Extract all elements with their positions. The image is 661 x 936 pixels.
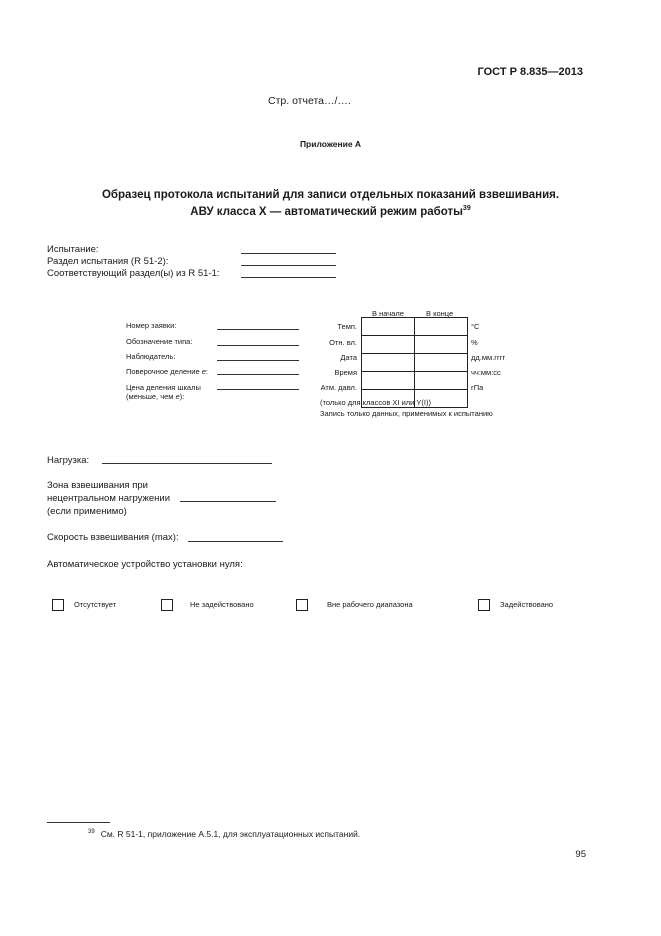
env-row-unit: дд.мм.гггг xyxy=(471,353,506,362)
title-line-2: АВУ класса X — автоматический режим работы$^{39}$ xyxy=(190,205,471,218)
option-label-absent: Отсутствует xyxy=(74,600,117,609)
footnote xyxy=(88,829,360,839)
option-checkbox-out-of-range[interactable] xyxy=(296,599,308,611)
load-label: Нагрузка: xyxy=(47,455,90,466)
env-cell[interactable] xyxy=(362,354,415,372)
env-row-unit: % xyxy=(471,338,478,347)
corr-section-label: Соответствующий раздел(ы) из R 51-1: xyxy=(47,268,220,279)
option-label-engaged: Задействовано xyxy=(500,600,554,609)
test-field[interactable] xyxy=(241,253,336,254)
observer-label: Наблюдатель: xyxy=(126,352,176,361)
speed-field[interactable] xyxy=(188,541,283,542)
appendix-heading: Приложение А xyxy=(299,139,362,149)
env-row-label: Время xyxy=(334,368,357,377)
load-field[interactable] xyxy=(102,463,272,464)
page-number: 95 xyxy=(575,849,586,860)
test-section-field[interactable] xyxy=(241,265,336,266)
env-cell[interactable] xyxy=(362,336,415,354)
env-note-applicable: Запись только данных, применимых к испытанию xyxy=(320,409,493,418)
option-checkbox-engaged[interactable] xyxy=(478,599,490,611)
option-checkbox-absent[interactable] xyxy=(52,599,64,611)
env-cell[interactable] xyxy=(362,318,415,336)
zone-label-3: (если применимо) xyxy=(47,506,127,517)
zone-field[interactable] xyxy=(180,501,276,502)
test-label: Испытание: xyxy=(47,244,99,255)
speed-label: Скорость взвешивания (max): xyxy=(47,532,179,543)
env-cell[interactable] xyxy=(415,354,468,372)
request-label: Номер заявки: xyxy=(126,321,177,330)
test-section-label: Раздел испытания (R 51-2): xyxy=(47,256,169,267)
corr-section-field[interactable] xyxy=(241,277,336,278)
type-label: Обозначение типа: xyxy=(126,337,193,346)
verification-division-field[interactable] xyxy=(217,374,299,375)
footnote-text: См. R 51-1, приложение А.5.1, для эксплуатационных испытаний. xyxy=(100,829,361,839)
zone-label-2: нецентральном нагружении xyxy=(47,493,171,504)
verification-division-label: Поверочное деление e: xyxy=(126,367,208,376)
env-row-unit: чч:мм:сс xyxy=(471,368,501,377)
env-row-label: Атм. давл. xyxy=(320,383,357,392)
title-line-1: Образец протокола испытаний для записи отдельных показаний взвешивания. xyxy=(101,189,560,201)
option-checkbox-not-engaged[interactable] xyxy=(161,599,173,611)
env-row-unit: °C xyxy=(471,322,480,331)
env-row-label: Темп. xyxy=(337,322,357,331)
env-cell[interactable] xyxy=(362,372,415,390)
env-row-unit: гПа xyxy=(471,383,484,392)
title-footnote-ref: 39 xyxy=(462,205,471,212)
footnote-divider xyxy=(47,822,110,823)
env-cell[interactable] xyxy=(415,372,468,390)
env-row-label: Отн. вл. xyxy=(329,338,357,347)
env-cell[interactable] xyxy=(415,336,468,354)
scale-division-label-1: Цена деления шкалы xyxy=(126,383,201,392)
env-note-classes: (только для классов XI или Y(I)) xyxy=(320,398,431,407)
report-page-number: Стр. отчета…/…. xyxy=(268,95,351,107)
type-field[interactable] xyxy=(217,345,299,346)
standard-header: ГОСТ Р 8.835—2013 xyxy=(477,66,583,78)
auto-zero-label: Автоматическое устройство установки нуля: xyxy=(47,559,243,570)
option-label-out-of-range: Вне рабочего диапазона xyxy=(327,600,413,609)
request-field[interactable] xyxy=(217,329,299,330)
env-row-label: Дата xyxy=(340,353,357,362)
col-start-header: В начале xyxy=(372,309,404,318)
observer-field[interactable] xyxy=(217,360,299,361)
scale-division-field[interactable] xyxy=(217,389,299,390)
zone-label-1: Зона взвешивания при xyxy=(47,480,148,491)
environment-table xyxy=(361,317,468,408)
footnote-number: 39 xyxy=(88,829,95,836)
option-label-not-engaged: Не задействовано xyxy=(190,600,254,609)
env-cell[interactable] xyxy=(415,318,468,336)
scale-division-label-2: (меньше, чем e): xyxy=(126,392,185,401)
col-end-header: В конце xyxy=(426,309,454,318)
